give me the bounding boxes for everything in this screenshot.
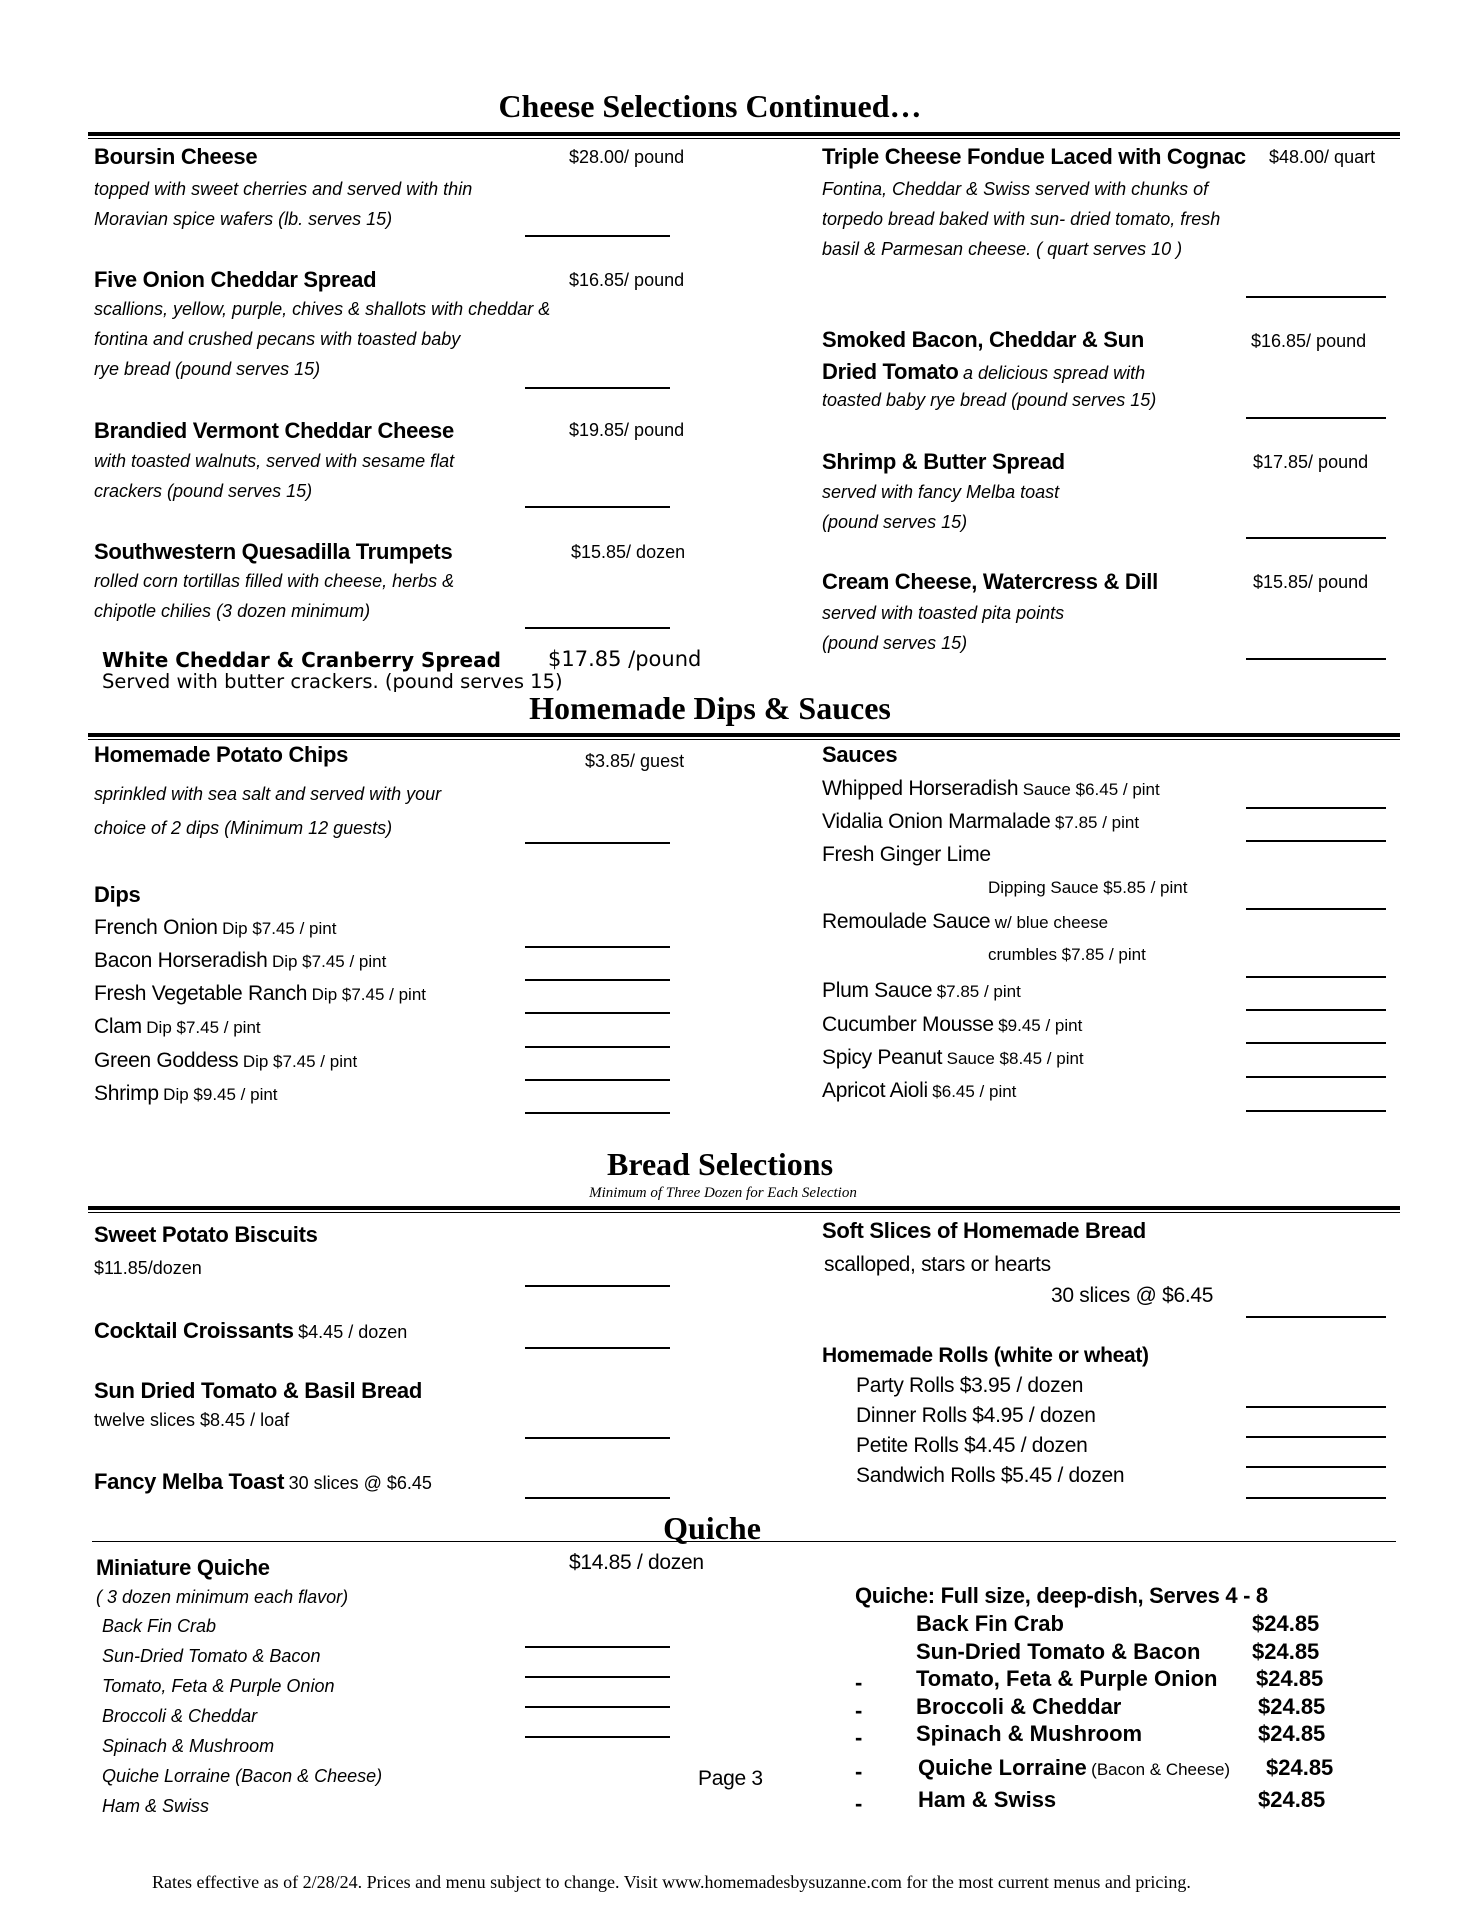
five-onion-desc: scallions, yellow, purple, chives & shallots with cheddar & fontina and crushed pecans with toasted baby rye bread (pound serves 15) xyxy=(94,299,551,379)
dip-name: Fresh Vegetable Ranch xyxy=(94,982,308,1005)
potato-chips-price: $3.85/ guest xyxy=(585,751,685,771)
sun-dried-bread-name: Sun Dried Tomato & Basil Bread xyxy=(94,1378,422,1403)
full-quiche-name: Sun-Dried Tomato & Bacon xyxy=(916,1639,1201,1664)
full-quiche-name: Quiche Lorraine xyxy=(918,1755,1087,1780)
dip-name: Shrimp xyxy=(94,1082,159,1105)
sauce-item xyxy=(822,777,1160,801)
order-quantity-blank[interactable] xyxy=(525,1706,670,1708)
full-quiche-price: $24.85 xyxy=(1258,1721,1326,1746)
dip-item xyxy=(94,916,336,940)
order-quantity-blank[interactable] xyxy=(1246,296,1386,298)
full-quiche-note: (Bacon & Cheese) xyxy=(1091,1760,1231,1779)
white-cheddar-name: White Cheddar & Cranberry Spread xyxy=(102,648,501,672)
melba-line: Fancy Melba Toast 30 slices @ $6.45 xyxy=(94,1469,432,1494)
sauce-price: $9.45 / pint xyxy=(998,1016,1083,1035)
sauce-price: $6.45 / pint xyxy=(932,1082,1017,1101)
full-quiche-name: Back Fin Crab xyxy=(916,1611,1064,1636)
full-quiche-item xyxy=(916,1611,1064,1637)
smoked-bacon-price: $16.85/ pound xyxy=(1251,331,1367,351)
white-cheddar-price: $17.85 /pound xyxy=(548,647,702,671)
order-quantity-blank[interactable] xyxy=(525,842,670,844)
fondue-desc: Fontina, Cheddar & Swiss served with chunks of torpedo bread baked with sun- dried tomato, fresh basil & Parmesan cheese. ( quart serves 10 ) xyxy=(822,179,1221,259)
order-quantity-blank[interactable] xyxy=(525,1736,670,1738)
full-quiche-name: Ham & Swiss xyxy=(918,1787,1057,1812)
dip-item xyxy=(94,949,386,973)
sauce-item xyxy=(988,945,1146,965)
order-quantity-blank[interactable] xyxy=(1246,1406,1386,1408)
mini-quiche-flavor: Sun-Dried Tomato & Bacon xyxy=(102,1646,321,1666)
order-quantity-blank[interactable] xyxy=(525,1285,670,1287)
order-quantity-blank[interactable] xyxy=(525,1347,670,1349)
sauce-name: Cucumber Mousse xyxy=(822,1013,994,1036)
dip-name: Clam xyxy=(94,1015,142,1038)
order-quantity-blank[interactable] xyxy=(1246,1110,1386,1112)
dip-name: Bacon Horseradish xyxy=(94,949,268,972)
sauce-price: Dipping Sauce $5.85 / pint xyxy=(988,878,1188,897)
dip-price: Dip $9.45 / pint xyxy=(163,1085,278,1104)
potato-chips-desc: sprinkled with sea salt and served with your choice of 2 dips (Minimum 12 guests) xyxy=(94,784,442,838)
bullet-dash: - xyxy=(855,1759,863,1784)
sauce-price: $7.85 / pint xyxy=(936,982,1021,1001)
full-quiche-name: Tomato, Feta & Purple Onion xyxy=(916,1666,1218,1691)
order-quantity-blank[interactable] xyxy=(525,1046,670,1048)
order-quantity-blank[interactable] xyxy=(525,979,670,981)
order-quantity-blank[interactable] xyxy=(1246,840,1386,842)
roll-item: Dinner Rolls $4.95 / dozen xyxy=(856,1404,1096,1427)
section-divider xyxy=(88,132,1400,139)
bread-section-title: Bread Selections xyxy=(606,1146,834,1182)
order-quantity-blank[interactable] xyxy=(525,387,670,389)
boursin-name: Boursin Cheese xyxy=(94,144,258,169)
order-quantity-blank[interactable] xyxy=(1246,1009,1386,1011)
quesadilla-desc: rolled corn tortillas filled with cheese, herbs & chipotle chilies (3 dozen minimum) xyxy=(94,571,455,621)
sauce-item xyxy=(822,1046,1084,1070)
sauce-item xyxy=(988,878,1187,898)
dip-price: Dip $7.45 / pint xyxy=(222,919,337,938)
biscuits-price: $11.85/dozen xyxy=(94,1258,202,1278)
shrimp-butter-name: Shrimp & Butter Spread xyxy=(822,449,1065,474)
sauce-price: crumbles $7.85 / pint xyxy=(988,945,1146,964)
full-quiche-name: Spinach & Mushroom xyxy=(916,1721,1143,1746)
full-quiche-price: $24.85 xyxy=(1258,1694,1326,1719)
roll-item: Petite Rolls $4.45 / dozen xyxy=(856,1434,1088,1457)
full-quiche-name: Broccoli & Cheddar xyxy=(916,1694,1122,1719)
sauce-name: Vidalia Onion Marmalade xyxy=(822,810,1051,833)
page-number: Page 3 xyxy=(698,1767,763,1790)
bullet-dash: - xyxy=(855,1725,863,1750)
order-quantity-blank[interactable] xyxy=(525,627,670,629)
order-quantity-blank[interactable] xyxy=(1246,1436,1386,1438)
cheese-section-title: Cheese Selections Continued… xyxy=(498,88,922,124)
white-cheddar-desc: Served with butter crackers. (pound serves 15) xyxy=(102,670,563,693)
sauce-item xyxy=(822,910,1108,934)
order-quantity-blank[interactable] xyxy=(525,1079,670,1081)
croissants-line: Cocktail Croissants $4.45 / dozen xyxy=(94,1318,408,1343)
soft-slices-desc: scalloped, stars or hearts xyxy=(824,1253,1051,1276)
dip-price: Dip $7.45 / pint xyxy=(242,1052,358,1071)
sauce-item xyxy=(822,1013,1082,1037)
fondue-price: $48.00/ quart xyxy=(1269,147,1376,167)
full-quiche-item xyxy=(916,1666,1218,1692)
sauce-item xyxy=(822,1079,1016,1103)
brandied-name: Brandied Vermont Cheddar Cheese xyxy=(94,418,454,443)
dips-heading: Dips xyxy=(94,882,141,907)
sauce-item xyxy=(822,810,1139,834)
order-quantity-blank[interactable] xyxy=(525,1497,670,1499)
mini-quiche-flavor: Tomato, Feta & Purple Onion xyxy=(102,1676,335,1696)
sauce-name: Fresh Ginger Lime xyxy=(822,843,991,866)
dip-name: Green Goddess xyxy=(94,1049,239,1072)
bullet-dash: - xyxy=(855,1670,863,1695)
sauce-name: Apricot Aioli xyxy=(822,1079,928,1102)
sauce-name: Plum Sauce xyxy=(822,979,933,1002)
dip-price: Dip $7.45 / pint xyxy=(271,952,387,971)
roll-item: Party Rolls $3.95 / dozen xyxy=(856,1374,1084,1397)
dip-price: Dip $7.45 / pint xyxy=(311,985,426,1004)
full-quiche-heading: Quiche: Full size, deep-dish, Serves 4 - 8 xyxy=(855,1583,1268,1608)
cream-cheese-desc: served with toasted pita points (pound serves 15) xyxy=(822,603,1065,653)
order-quantity-blank[interactable] xyxy=(1246,976,1386,978)
sauce-name: Remoulade Sauce xyxy=(822,910,991,933)
order-quantity-blank[interactable] xyxy=(1246,1076,1386,1078)
bread-subtitle: Minimum of Three Dozen for Each Selection xyxy=(589,1185,857,1201)
quesadilla-name: Southwestern Quesadilla Trumpets xyxy=(94,539,453,564)
boursin-price: $28.00/ pound xyxy=(569,147,685,167)
order-quantity-blank[interactable] xyxy=(525,1676,670,1678)
smoked-bacon-name: Smoked Bacon, Cheddar & Sun xyxy=(822,327,1144,352)
five-onion-name: Five Onion Cheddar Spread xyxy=(94,267,377,292)
full-quiche-item xyxy=(916,1721,1142,1747)
full-quiche-item xyxy=(918,1787,1056,1813)
shrimp-butter-desc: served with fancy Melba toast (pound serves 15) xyxy=(822,482,1060,532)
full-quiche-item xyxy=(916,1694,1121,1720)
order-quantity-blank[interactable] xyxy=(1246,658,1386,660)
quiche-section-title: Quiche xyxy=(663,1510,761,1546)
brandied-price: $19.85/ pound xyxy=(569,420,685,440)
fondue-name: Triple Cheese Fondue Laced with Cognac xyxy=(822,144,1246,169)
smoked-bacon-desc: toasted baby rye bread (pound serves 15) xyxy=(822,390,1157,410)
order-quantity-blank[interactable] xyxy=(525,506,670,508)
mini-quiche-flavor: Quiche Lorraine (Bacon & Cheese) xyxy=(102,1766,383,1786)
footer-note: Rates effective as of 2/28/24. Prices and menu subject to change. Visit www.homemadesbysuzanne.com for the most current menus and pricing. xyxy=(152,1872,1191,1892)
full-quiche-price: $24.85 xyxy=(1256,1666,1324,1691)
roll-item: Sandwich Rolls $5.45 / dozen xyxy=(856,1464,1125,1487)
order-quantity-blank[interactable] xyxy=(525,235,670,237)
dip-name: French Onion xyxy=(94,916,218,939)
soft-slices-price: 30 slices @ $6.45 xyxy=(1051,1284,1214,1307)
potato-chips-name: Homemade Potato Chips xyxy=(94,742,349,767)
full-quiche-price: $24.85 xyxy=(1252,1639,1320,1664)
quesadilla-price: $15.85/ dozen xyxy=(571,542,686,562)
bullet-dash: - xyxy=(855,1791,863,1816)
full-quiche-item xyxy=(916,1639,1200,1665)
smoked-bacon-name-line2: Dried Tomato a delicious spread with xyxy=(822,359,1146,384)
sauce-item xyxy=(822,843,991,867)
sauce-item xyxy=(822,979,1021,1003)
full-quiche-item xyxy=(918,1755,1230,1781)
mini-quiche-flavor: Back Fin Crab xyxy=(102,1616,217,1636)
order-quantity-blank[interactable] xyxy=(1246,1497,1386,1499)
dip-item xyxy=(94,1082,278,1106)
five-onion-price: $16.85/ pound xyxy=(569,270,685,290)
section-divider xyxy=(88,1206,1400,1213)
dip-item xyxy=(94,1015,261,1039)
order-quantity-blank[interactable] xyxy=(525,1012,670,1014)
sun-dried-bread-desc: twelve slices $8.45 / loaf xyxy=(94,1410,290,1430)
full-quiche-price: $24.85 xyxy=(1252,1611,1320,1636)
mini-quiche-flavor: Ham & Swiss xyxy=(102,1796,210,1816)
full-quiche-price: $24.85 xyxy=(1266,1755,1334,1780)
soft-slices-name: Soft Slices of Homemade Bread xyxy=(822,1218,1146,1243)
sauce-price: w/ blue cheese xyxy=(994,913,1109,932)
biscuits-name: Sweet Potato Biscuits xyxy=(94,1222,318,1247)
shrimp-butter-price: $17.85/ pound xyxy=(1253,452,1369,472)
dip-item xyxy=(94,982,426,1006)
mini-quiche-flavor: Broccoli & Cheddar xyxy=(102,1706,258,1726)
section-divider xyxy=(92,1541,1396,1542)
order-quantity-blank[interactable] xyxy=(1246,1466,1386,1468)
order-quantity-blank[interactable] xyxy=(525,946,670,948)
order-quantity-blank[interactable] xyxy=(525,1112,670,1114)
sauce-price: $7.85 / pint xyxy=(1054,813,1140,832)
dip-price: Dip $7.45 / pint xyxy=(146,1018,261,1037)
mini-quiche-flavor: Spinach & Mushroom xyxy=(102,1736,275,1756)
sauce-price: Sauce $6.45 / pint xyxy=(1022,780,1160,799)
full-quiche-price: $24.85 xyxy=(1258,1787,1326,1812)
order-quantity-blank[interactable] xyxy=(1246,417,1386,419)
sauce-price: Sauce $8.45 / pint xyxy=(946,1049,1084,1068)
cream-cheese-name: Cream Cheese, Watercress & Dill xyxy=(822,569,1158,594)
sauces-heading: Sauces xyxy=(822,742,898,767)
dips-section-title: Homemade Dips & Sauces xyxy=(529,690,891,726)
dip-item xyxy=(94,1049,357,1073)
mini-quiche-name: Miniature Quiche xyxy=(96,1555,270,1580)
order-quantity-blank[interactable] xyxy=(1246,807,1386,809)
order-quantity-blank[interactable] xyxy=(1246,1042,1386,1044)
boursin-desc: topped with sweet cherries and served with thin Moravian spice wafers (lb. serves 15) xyxy=(94,179,473,229)
section-divider xyxy=(88,733,1400,740)
bullet-dash: - xyxy=(855,1698,863,1723)
cream-cheese-price: $15.85/ pound xyxy=(1253,572,1369,592)
sauce-name: Spicy Peanut xyxy=(822,1046,943,1069)
mini-quiche-note: ( 3 dozen minimum each flavor) xyxy=(96,1587,349,1607)
sauce-name: Whipped Horseradish xyxy=(822,777,1019,800)
rolls-heading: Homemade Rolls (white or wheat) xyxy=(822,1344,1149,1367)
order-quantity-blank[interactable] xyxy=(525,1646,670,1648)
order-quantity-blank[interactable] xyxy=(1246,1316,1386,1318)
order-quantity-blank[interactable] xyxy=(1246,908,1386,910)
brandied-desc: with toasted walnuts, served with sesame flat crackers (pound serves 15) xyxy=(94,451,455,501)
order-quantity-blank[interactable] xyxy=(1246,537,1386,539)
order-quantity-blank[interactable] xyxy=(525,1437,670,1439)
mini-quiche-price: $14.85 / dozen xyxy=(569,1551,704,1574)
